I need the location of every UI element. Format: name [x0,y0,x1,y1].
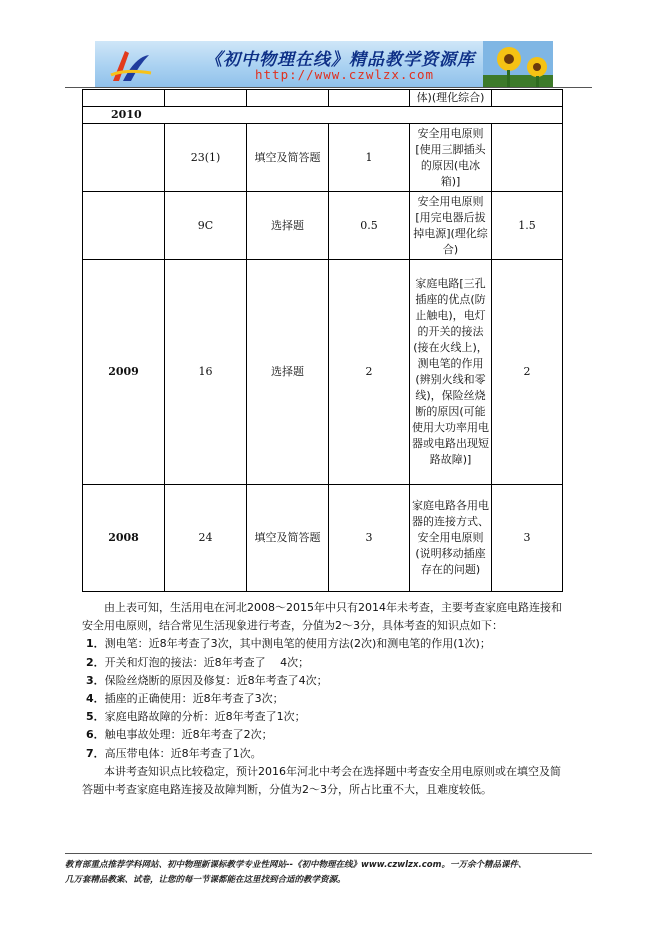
analysis-intro: 由上表可知，生活用电在河北2008～2015年中只有2014年未考查，主要考查家庭电路连接和安全用电原则，结合常见生活现象进行考查，分值为2～3分，具体考查的知识点如下： [82,601,562,633]
question-number-cell: 9C [165,192,247,260]
score-cell: 0.5 [329,192,410,260]
subtotal-cell: 1.5 [492,192,563,260]
table-cell [329,90,410,107]
year-cell: 2008 [83,485,165,592]
score-cell: 3 [329,485,410,592]
score-cell: 2 [329,260,410,485]
question-type-cell: 选择题 [247,192,329,260]
list-item: 3．保险丝烧断的原因及修复：近8年考查了4次； [86,673,328,687]
topic-detail-cell [492,124,563,192]
topic-cell: 家庭电路各用电器的连接方式、安全用电原则(说明移动插座存在的问题) [410,485,492,592]
question-type-cell: 选择题 [247,260,329,485]
question-number-cell: 24 [165,485,247,592]
table-row [83,192,563,260]
analysis-section [82,599,562,799]
table-cell [247,90,329,107]
table-row [83,107,563,124]
year-cell: 2009 [83,260,165,485]
question-type-cell: 填空及简答题 [247,124,329,192]
list-item: 1．测电笔：近8年考查了3次，其中测电笔的使用方法(2次)和测电笔的作用(1次)； [86,637,491,651]
total-cell: 2 [492,260,563,485]
list-item: 5．家庭电路故障的分析：近8年考查了1次； [86,710,306,724]
exam-stats-table [82,89,563,592]
sunflower-icon [483,41,553,88]
header-divider [65,87,592,88]
list-item: 4．插座的正确使用：近8年考查了3次； [86,692,284,706]
score-cell: 1 [329,124,410,192]
table-cell [83,90,165,107]
footer-line: 几万套精品教案、试卷，让您的每一节课都能在这里找到合适的教学资源。 [65,875,346,885]
section-year-2010: 2010 [83,107,563,124]
table-cell [165,90,247,107]
question-number-cell: 23(1) [165,124,247,192]
table-row [83,90,563,107]
topic-cell: 安全用电原则[用完电器后拔掉电源](理化综合) [410,192,492,260]
list-item: 6．触电事故处理：近8年考查了2次； [86,728,273,742]
list-item: 7．高压带电体：近8年考查了1次。 [86,746,262,760]
site-title: 《初中物理在线》精品教学资源库 [205,50,475,70]
year-cell [83,124,165,192]
topic-cell: 安全用电原则[使用三脚插头的原因(电冰箱)] [410,124,492,192]
table-cell: 体)(理化综合) [410,90,492,107]
topic-cell: 家庭电路[三孔插座的优点(防止触电)，电灯的开关的接法(接在火线上)，测电笔的作用(辨别火线和零线)，保险丝烧断的原因(可能使用大功率用电器或电路出现短路故障)] [410,260,492,485]
footer [65,858,595,888]
site-logo-icon [105,45,155,85]
table-cell [492,90,563,107]
question-number-cell: 16 [165,260,247,485]
footer-line: 教育部重点推荐学科网站、初中物理新课标教学专业性网站--《初中物理在线》www.czwlzx.com。一万余个精品课件、 [65,860,527,870]
question-type-cell: 填空及简答题 [247,485,329,592]
analysis-conclusion: 本讲考查知识点比较稳定，预计2016年河北中考会在选择题中考查安全用电原则或在填空及简答题中考查家庭电路连接及故障判断，分值为2～3分，所占比重不大，且难度较低。 [82,764,561,797]
list-item: 2．开关和灯泡的接法：近8年考查了 4次； [86,655,310,669]
table-row [83,485,563,592]
header-banner [95,41,553,88]
total-cell: 3 [492,485,563,592]
year-cell [83,192,165,260]
table-row [83,260,563,485]
site-url[interactable]: http://www.czwlzx.com [255,67,435,82]
table-row [83,124,563,192]
footer-divider [65,853,592,854]
